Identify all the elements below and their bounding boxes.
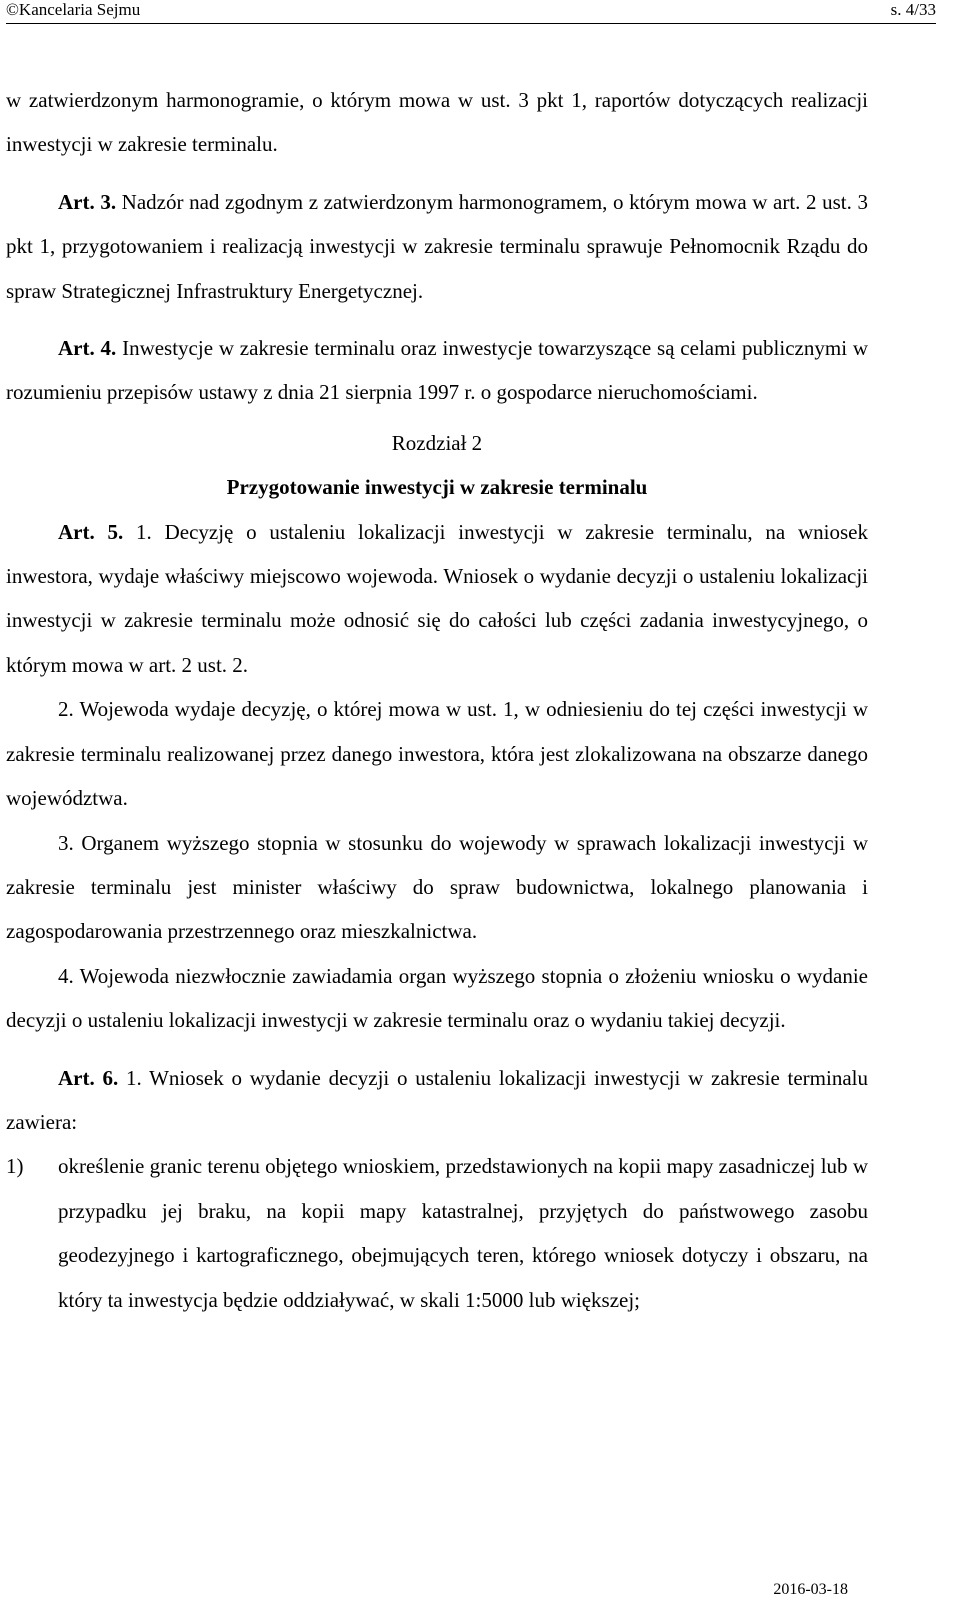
article-6-label: Art. 6. [58,1065,119,1090]
article-5-paragraph-4: 4. Wojewoda niezwłocznie zawiadamia organ wyższego stopnia o złożeniu wniosku o wydanie decyzji o ustaleniu lokalizacji inwestycji w zakresie terminalu oraz o wydaniu takiej decyzji. [6,963,868,1033]
article-3 [6,180,868,313]
article-5-paragraph-2: 2. Wojewoda wydaje decyzję, o której mowa w ust. 1, w odniesieniu do tej części inwestycji w zakresie terminalu realizowanej przez danego inwestora, która jest zlokalizowana na obszarze danego województwa. [6,697,868,811]
header-page-number: s. 4/33 [890,0,936,19]
list-item [6,1144,868,1322]
document-body [6,78,868,1322]
article-5-paragraph-1 [6,510,868,688]
article-6-text: 1. Wniosek o wydanie decyzji o ustaleniu lokalizacji inwestycji w zakresie terminalu zawiera: [6,1065,868,1134]
paragraph-continuation: w zatwierdzonym harmonogramie, o którym mowa w ust. 3 pkt 1, raportów dotyczących realizacji inwestycji w zakresie terminalu. [6,88,868,157]
article-3-text: Nadzór nad zgodnym z zatwierdzonym harmonogramem, o którym mowa w art. 2 ust. 3 pkt 1, przygotowaniem i realizacją inwestycji w zakresie terminalu sprawuje Pełnomocnik Rządu do spraw Strategicznej Infrastruktury Energetycznej. [6,189,868,303]
article-6-paragraph-1 [6,1056,868,1145]
list-item-text: określenie granic terenu objętego wnioskiem, przedstawionych na kopii mapy zasadniczej lub w przypadku jej braku, na kopii mapy katastralnej, przyjętych do państwowego zasobu geodezyjnego i kartograficznego, obejmujących teren, którego wniosek dotyczy i obszaru, na który ta inwestycja będzie oddziaływać, w skali 1:5000 lub większej; [58,1154,868,1312]
article-4-text: Inwestycje w zakresie terminalu oraz inwestycje towarzyszące są celami publicznymi w rozumieniu przepisów ustawy z dnia 21 sierpnia 1997 r. o gospodarce nieruchomościami. [6,336,868,405]
article-5-text-1: 1. Decyzję o ustaleniu lokalizacji inwestycji w zakresie terminalu, na wniosek inwestora, wydaje właściwy miejscowo wojewoda. Wniosek o wydanie decyzji o ustaleniu lokalizacji inwestycji w zakresie terminalu może odnosić się do całości lub części zadania inwestycyjnego, o którym mowa w art. 2 ust. 2. [6,519,868,677]
header-publisher: ©Kancelaria Sejmu [6,0,141,19]
list-item-number: 1) [6,1154,24,1179]
chapter-number: Rozdział 2 [391,430,483,455]
page-header [6,0,936,26]
article-4 [6,326,868,415]
article-5-paragraph-3: 3. Organem wyższego stopnia w stosunku do wojewody w sprawach lokalizacji inwestycji w zakresie terminalu jest minister właściwy do spraw budownictwa, lokalnego planowania i zagospodarowania przestrzennego oraz mieszkalnictwa. [6,830,868,944]
chapter-title: Przygotowanie inwestycji w zakresie terminalu [226,475,648,500]
article-3-label: Art. 3. [58,189,117,214]
article-4-label: Art. 4. [58,336,117,361]
footer-date: 2016-03-18 [773,1581,848,1598]
header-divider [6,23,936,24]
article-5-label: Art. 5. [58,519,124,544]
